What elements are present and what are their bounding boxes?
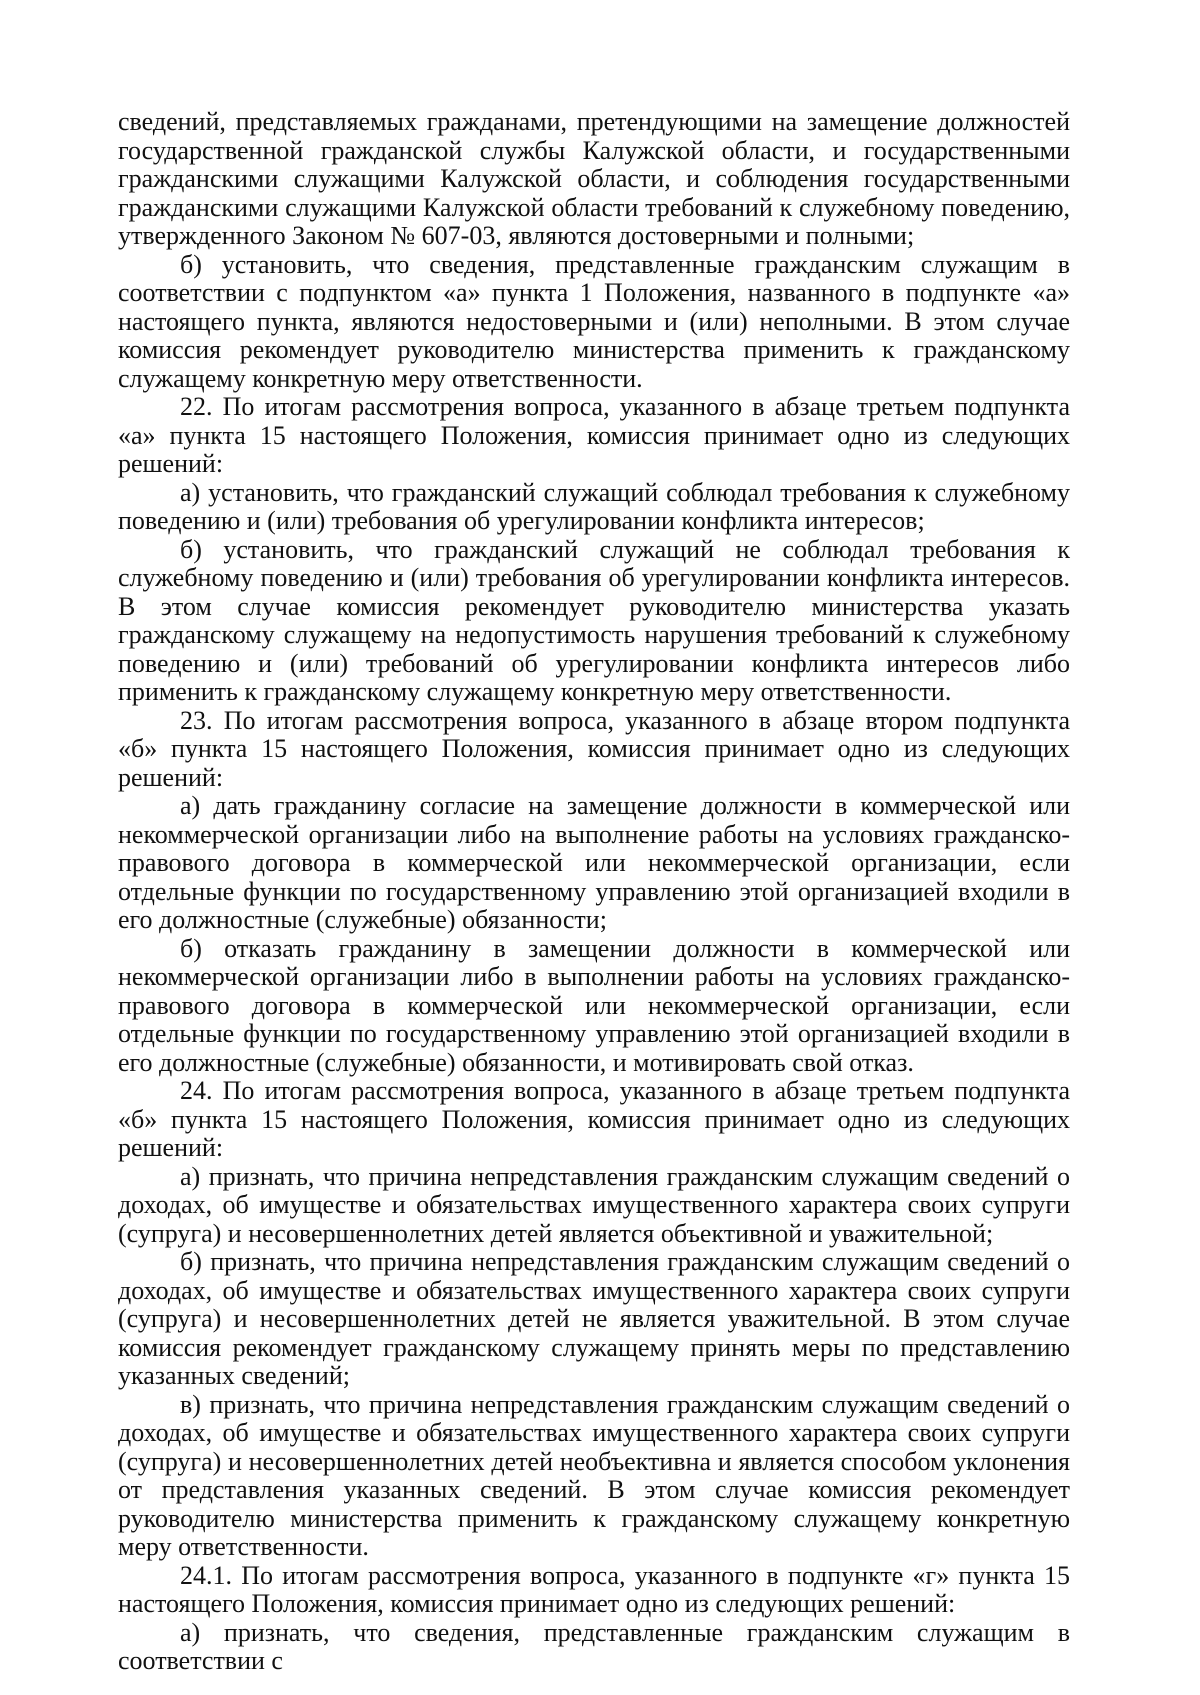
- paragraph-22-b: б) установить, что гражданский служащий не соблюдал требования к служебному поведению и (или) требования об урегулировании конфликта интересов. В этом случае комиссия рекомендует руководителю министерства указать гражданскому служащему на недопустимость нарушения требований к служебному поведению и (или) требований об урегулировании конфликта интересов либо применить к гражданскому служащему конкретную меру ответственности.: [118, 534, 1070, 706]
- paragraph-22-a: а) установить, что гражданский служащий соблюдал требования к служебному поведению и (или) требования об урегулировании конфликта интересов;: [118, 477, 1070, 535]
- paragraph-22: 22. По итогам рассмотрения вопроса, указанного в абзаце третьем подпункта «а» пункта 15 настоящего Положения, комиссия принимает одно из следующих решений:: [118, 392, 1070, 478]
- paragraph-24-a: а) признать, что причина непредставления гражданским служащим сведений о доходах, об имуществе и обязательствах имущественного характера своих супруги (супруга) и несовершеннолетних детей является объективной и уважительной;: [118, 1161, 1070, 1248]
- paragraph-continuation: сведений, представляемых гражданами, претендующими на замещение должностей государственной гражданской службы Калужской области, и государственными гражданскими служащими Калужской области, и соблюдения государственными гражданскими служащими Калужской области требований к служебному поведению, утвержденного Законом № 607-03, являются достоверными и полными;: [118, 107, 1070, 250]
- paragraph-24-v: в) признать, что причина непредставления гражданским служащим сведений о доходах, об имуществе и обязательствах имущественного характера своих супруги (супруга) и несовершеннолетних детей необъективна и является способом уклонения от представления указанных сведений. В этом случае комиссия рекомендует руководителю министерства применить к гражданскому служащему конкретную меру ответственности.: [118, 1389, 1070, 1561]
- paragraph-23-b: б) отказать гражданину в замещении должности в коммерческой или некоммерческой организации либо в выполнении работы на условиях гражданско-правового договора в коммерческой или некоммерческой организации, если отдельные функции по государственному управлению этой организацией входили в его должностные (служебные) обязанности, и мотивировать свой отказ.: [118, 933, 1070, 1077]
- paragraph-24-1: 24.1. По итогам рассмотрения вопроса, указанного в подпункте «г» пункта 15 настоящего Положения, комиссия принимает одно из следующих решений:: [118, 1560, 1070, 1618]
- document-page: [118, 108, 1070, 1676]
- paragraph-24: 24. По итогам рассмотрения вопроса, указанного в абзаце третьем подпункта «б» пункта 15 настоящего Положения, комиссия принимает одно из следующих решений:: [118, 1076, 1070, 1162]
- paragraph-24-b: б) признать, что причина непредставления гражданским служащим сведений о доходах, об имуществе и обязательствах имущественного характера своих супруги (супруга) и несовершеннолетних детей не является уважительной. В этом случае комиссия рекомендует гражданскому служащему принять меры по представлению указанных сведений;: [118, 1247, 1070, 1390]
- paragraph-23: 23. По итогам рассмотрения вопроса, указанного в абзаце втором подпункта «б» пункта 15 настоящего Положения, комиссия принимает одно из следующих решений:: [118, 705, 1070, 792]
- paragraph-24-1-a: а) признать, что сведения, представленные гражданским служащим в соответствии с: [118, 1617, 1070, 1675]
- paragraph-23-a: а) дать гражданину согласие на замещение должности в коммерческой или некоммерческой организации либо на выполнение работы на условиях гражданско-правового договора в коммерческой или некоммерческой организации, если отдельные функции по государственному управлению этой организацией входили в его должностные (служебные) обязанности;: [118, 791, 1070, 934]
- paragraph-21-b: б) установить, что сведения, представленные гражданским служащим в соответствии с подпунктом «а» пункта 1 Положения, названного в подпункте «а» настоящего пункта, являются недостоверными и (или) неполными. В этом случае комиссия рекомендует руководителю министерства применить к гражданскому служащему конкретную меру ответственности.: [118, 249, 1070, 393]
